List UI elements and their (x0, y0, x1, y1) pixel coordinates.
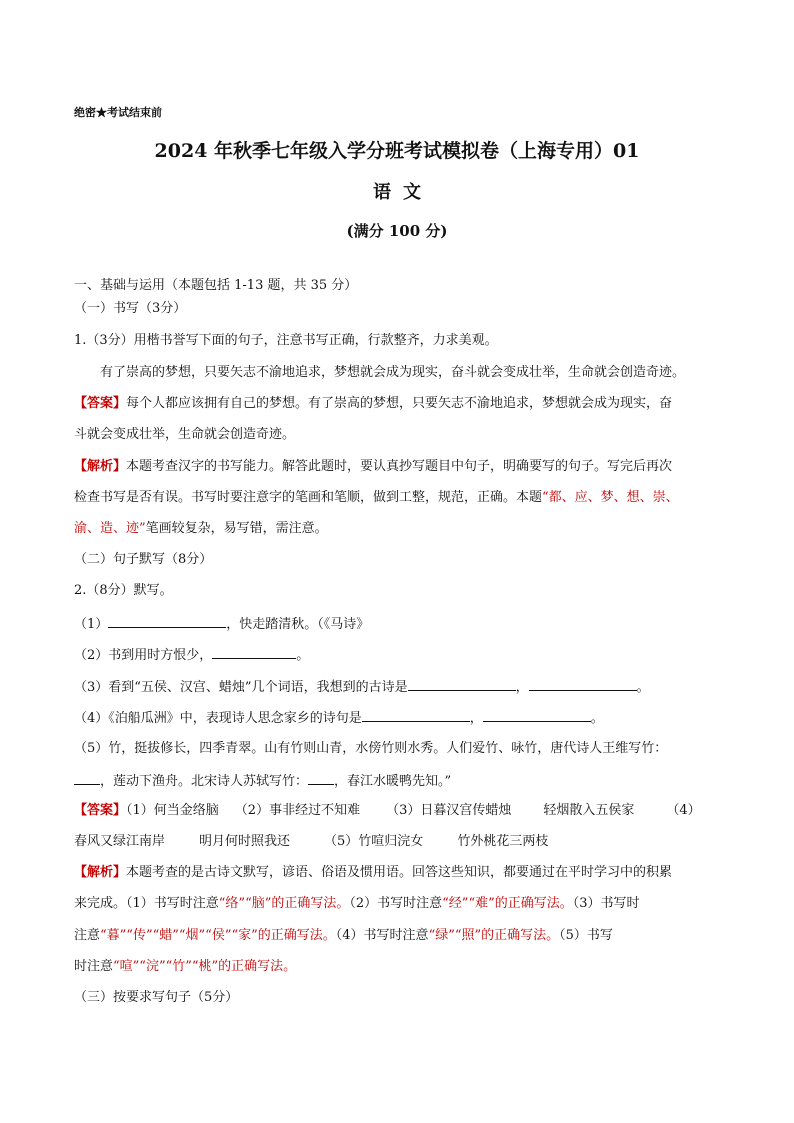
q2-analysis-text: 来完成。（1）书写时注意 (74, 896, 219, 911)
q1-analysis-text3a: 渝、造、迹” (74, 521, 146, 536)
q2-sub4-prefix: （4）《泊船瓜洲》中，表现诗人思念家乡的诗句是 (74, 711, 362, 726)
q2-sub1-suffix: ，快走踏清秋。（《马诗》 (226, 617, 370, 632)
exam-title: 2024 年秋季七年级入学分班考试模拟卷（上海专用）01 (154, 140, 640, 162)
answer-tag: 【答案】 (74, 396, 127, 411)
q2-analysis-text1: 本题考查的是古诗文默写，谚语、俗语及惯用语。回答这些知识，都要通过在平时学习中的积累 (126, 865, 673, 880)
q2-answer-item: （3）日暮汉宫传蜡烛 (386, 803, 512, 818)
answer-blank[interactable] (212, 644, 296, 659)
q1-analysis-text3b: 笔画较复杂，易写错，需注意。 (145, 521, 328, 536)
answer-blank[interactable] (74, 770, 100, 785)
q2-sub2-prefix: （2）书到用时方恨少， (74, 648, 213, 663)
section-heading: 一、基础与运用（本题包括 1-13 题，共 35 分） (74, 278, 358, 293)
part1-heading: （一）书写（3分） (74, 301, 187, 316)
q2-analysis-line3 (74, 926, 613, 946)
q2-analysis-line1 (74, 863, 672, 883)
q2-analysis-red: “暮”“传”“蜡”“烟”“侯”“家”的正确写法。 (100, 928, 336, 943)
q2-sub5-line1: （5）竹，挺拔修长，四季青翠。山有竹则山青，水傍竹则水秀。人们爱竹、咏竹，唐代诗人王维写竹： (74, 741, 668, 756)
q2-sub3-prefix: （3）看到“五侯、汉宫、蜡烛”几个词语，我想到的古诗是 (74, 680, 408, 695)
q2-answer-item: （5）竹喧归浣女 (324, 834, 424, 849)
q2-analysis-red: “绿”“照”的正确写法。 (428, 928, 560, 943)
q1-stem: 1.（3分）用楷书誉写下面的句子，注意书写正确，行款整齐，力求美观。 (74, 333, 498, 348)
q2-analysis-text: （5）书写 (559, 928, 613, 943)
q2-analysis-line2 (74, 894, 640, 914)
answer-blank[interactable] (529, 676, 637, 691)
q2-sub1-prefix: （1） (74, 617, 109, 632)
q2-sub2 (74, 644, 309, 666)
q2-sub3-sep: ， (515, 680, 529, 695)
q2-sub5-text-a: ，莲动下渔舟。北宋诗人苏轼写竹： (100, 774, 309, 789)
q2-sub5-line2 (74, 770, 451, 792)
q2-sub3-suffix: 。 (636, 680, 650, 695)
q2-analysis-line4 (74, 957, 296, 977)
q2-answer-item: 竹外桃花三两枝 (457, 834, 549, 849)
q1-analysis-text2a: 检查书写是否有误。书写时要注意字的笔画和笔顺，做到工整，规范，正确。本题 (74, 490, 543, 505)
q2-sub2-suffix: 。 (296, 648, 310, 663)
q1-answer-line1 (74, 394, 672, 414)
q2-analysis-text: 时注意 (74, 959, 114, 974)
answer-blank[interactable] (108, 613, 226, 628)
q2-answer-item: 明月何时照我还 (199, 834, 291, 849)
q2-answer-line2 (74, 832, 548, 852)
q1-analysis-text2b: “都、应、梦、想、崇、 (542, 490, 679, 505)
analysis-tag: 【解析】 (74, 865, 127, 880)
q2-analysis-text: 注意 (74, 928, 101, 943)
q2-sub3 (74, 676, 650, 698)
part3-heading: （三）按要求写句子（5分） (74, 990, 239, 1005)
q2-sub4-sep: ， (469, 711, 483, 726)
q2-sub4-suffix: 。 (590, 711, 604, 726)
q2-analysis-text: （4）书写时注意 (335, 928, 429, 943)
q2-analysis-red: “络”“脑”的正确写法。 (218, 896, 350, 911)
q2-answer-item: （4） (666, 803, 701, 818)
q2-sub4 (74, 707, 604, 729)
q2-answer-item: （1）何当金络脑 (126, 803, 219, 818)
q2-analysis-text: （3）书写时 (572, 896, 640, 911)
q2-answer-item: 春风又绿江南岸 (74, 834, 166, 849)
q1-analysis-line2 (74, 488, 679, 508)
q2-answer-item: （2）事非经过不知难 (234, 803, 361, 818)
q1-analysis-line1 (74, 457, 672, 477)
q2-sub5-text-b: ，春江水暖鸭先知。” (334, 774, 452, 789)
answer-tag: 【答案】 (74, 803, 127, 818)
answer-blank[interactable] (362, 707, 470, 722)
answer-blank[interactable] (408, 676, 516, 691)
q1-analysis-line3 (74, 519, 328, 539)
answer-blank[interactable] (308, 770, 334, 785)
q1-analysis-text1: 本题考查汉字的书写能力。解答此题时，要认真抄写题目中句子，明确要写的句子。写完后再次 (126, 459, 673, 474)
q1-answer-text1: 每个人都应该拥有自己的梦想。有了崇高的梦想，只要矢志不渝地追求，梦想就会成为现实，奋 (126, 396, 673, 411)
full-score: (满分 100 分) (346, 222, 448, 240)
subject-title: 语文 (373, 182, 433, 203)
q2-stem: 2.（8分）默写。 (74, 583, 173, 598)
answer-blank[interactable] (483, 707, 591, 722)
q2-analysis-red: “经”“难”的正确写法。 (442, 896, 573, 911)
secret-label: 绝密★考试结束前 (74, 106, 162, 119)
analysis-tag: 【解析】 (74, 459, 127, 474)
q2-answer-item: 轻烟散入五侯家 (543, 803, 635, 818)
part2-heading: （二）句子默写（8分） (74, 552, 213, 567)
q2-analysis-text: （2）书写时注意 (349, 896, 443, 911)
q1-answer-line2: 斗就会变成壮举，生命就会创造奇迹。 (74, 427, 296, 442)
q2-answer-line1 (74, 801, 701, 821)
q2-sub1 (74, 613, 369, 635)
q1-sentence: 有了崇高的梦想，只要矢志不渝地追求，梦想就会成为现实，奋斗就会变成壮举，生命就会创造奇迹。 (100, 365, 686, 380)
q2-analysis-red: “喧”“浣”“竹”“桃”的正确写法。 (113, 959, 297, 974)
